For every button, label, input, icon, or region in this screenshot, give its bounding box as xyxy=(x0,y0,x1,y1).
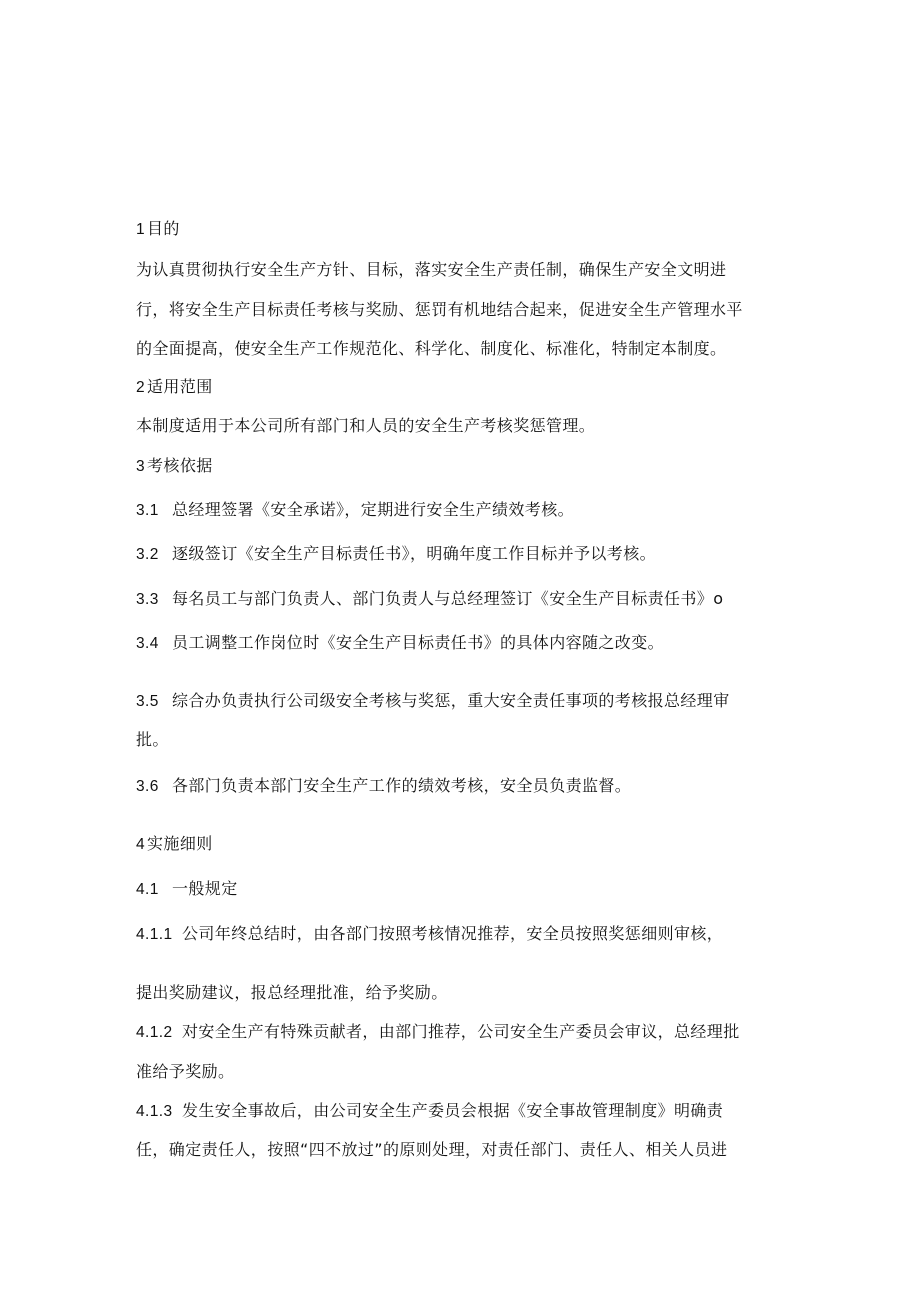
section-2-heading: 2 适用范围 xyxy=(136,377,213,396)
list-item-3-6: 3.6 各部门负责本部门安全生产工作的绩效考核，安全员负责监督。 xyxy=(136,776,632,795)
list-item-3-4: 3.4 员工调整工作岗位时《安全生产目标责任书》的具体内容随之改变。 xyxy=(136,633,665,652)
list-item-4-1-1-continuation: 提出奖励建议，报总经理批准，给予奖励。 xyxy=(136,983,448,1002)
list-item-3-1: 3.1 总经理签署《安全承诺》，定期进行安全生产绩效考核。 xyxy=(136,500,575,519)
section-1-paragraph-line-1: 为认真贯彻执行安全生产方针、目标，落实安全生产责任制，确保生产安全文明进 xyxy=(136,260,727,279)
section-1-heading: 1 目的 xyxy=(136,219,180,238)
section-4-heading: 4 实施细则 xyxy=(136,834,213,853)
list-item-3-5-continuation: 批。 xyxy=(136,730,169,749)
list-item-4-1-3: 4.1.3 发生安全事故后，由公司安全生产委员会根据《安全事故管理制度》明确责 xyxy=(136,1101,724,1120)
subsection-4-1-heading: 4.1 一般规定 xyxy=(136,879,238,898)
list-item-3-2: 3.2 逐级签订《安全生产目标责任书》，明确年度工作目标并予以考核。 xyxy=(136,544,657,563)
list-item-4-1-2: 4.1.2 对安全生产有特殊贡献者，由部门推荐，公司安全生产委员会审议，总经理批 xyxy=(136,1022,740,1041)
section-2-paragraph: 本制度适用于本公司所有部门和人员的安全生产考核奖惩管理。 xyxy=(136,416,596,435)
list-item-3-5: 3.5 综合办负责执行公司级安全考核与奖惩，重大安全责任事项的考核报总经理审 xyxy=(136,691,730,710)
list-item-4-1-2-continuation: 准给予奖励。 xyxy=(136,1062,235,1081)
section-1-paragraph-line-3: 的全面提高，使安全生产工作规范化、科学化、制度化、标准化，特制定本制度。 xyxy=(136,339,727,358)
section-3-heading: 3 考核依据 xyxy=(136,456,213,475)
list-item-4-1-3-continuation: 任，确定责任人，按照“四不放过”的原则处理，对责任部门、责任人、相关人员进 xyxy=(136,1140,728,1159)
section-1-paragraph-line-2: 行，将安全生产目标责任考核与奖励、惩罚有机地结合起来，促进安全生产管理水平 xyxy=(136,300,743,319)
list-item-4-1-1: 4.1.1 公司年终总结时，由各部门按照考核情况推荐，安全员按照奖惩细则审核， xyxy=(136,924,724,943)
list-item-3-3: 3.3 每名员工与部门负责人、部门负责人与总经理签订《安全生产目标责任书》o xyxy=(136,589,724,608)
